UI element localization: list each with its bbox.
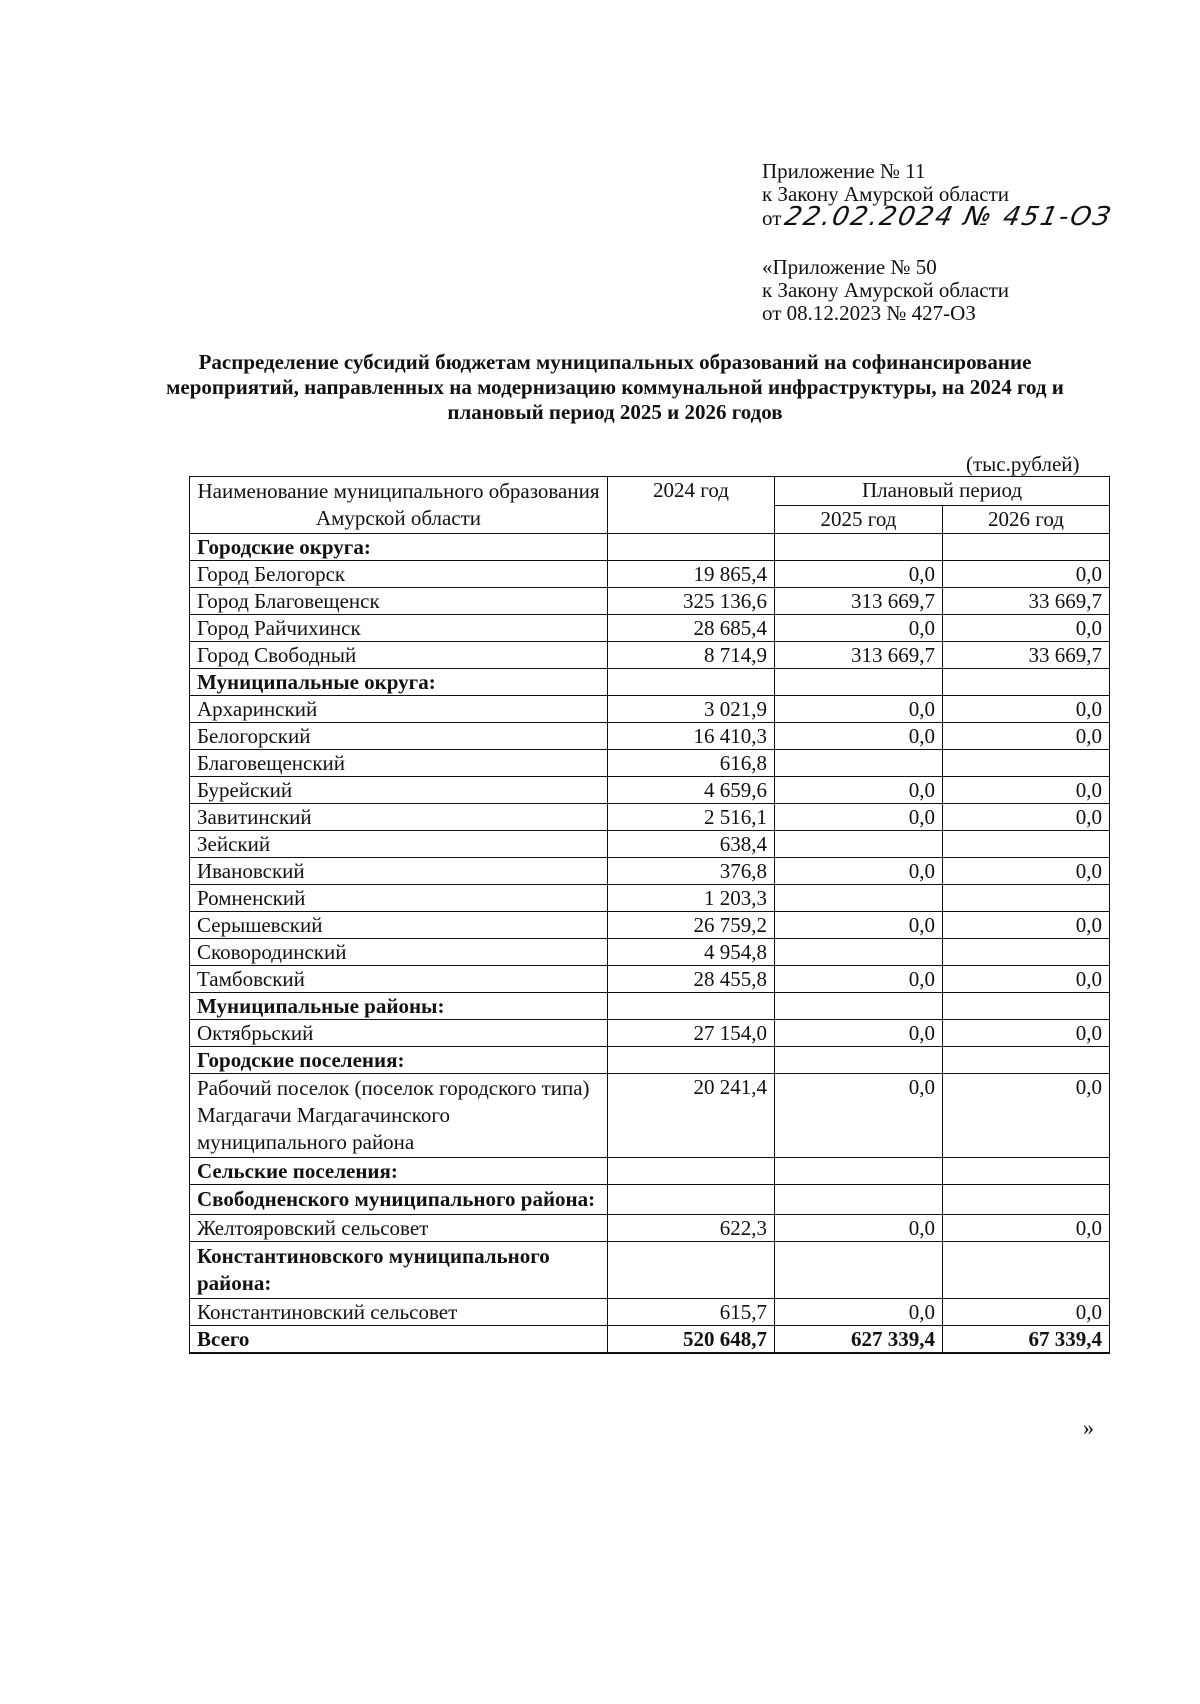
cell-name: Муниципальные округа: bbox=[190, 669, 608, 696]
cell-2024: 8 714,9 bbox=[608, 642, 775, 669]
appendix-11-date-line bbox=[762, 202, 1116, 232]
cell-2024: 4 659,6 bbox=[608, 777, 775, 804]
table-row bbox=[190, 1074, 1110, 1158]
closing-quote: » bbox=[1083, 1415, 1094, 1440]
cell-2024 bbox=[608, 534, 775, 561]
cell-2026: 0,0 bbox=[943, 1074, 1110, 1158]
cell-2025: 0,0 bbox=[775, 912, 943, 939]
cell-name: Городские поселения: bbox=[190, 1047, 608, 1074]
cell-2024: 638,4 bbox=[608, 831, 775, 858]
cell-name: Константиновского муниципального района: bbox=[190, 1242, 608, 1299]
cell-name: Благовещенский bbox=[190, 750, 608, 777]
cell-2025 bbox=[775, 993, 943, 1020]
cell-2024: 325 136,6 bbox=[608, 588, 775, 615]
cell-2024: 27 154,0 bbox=[608, 1020, 775, 1047]
cell-2026: 0,0 bbox=[943, 858, 1110, 885]
cell-2025 bbox=[775, 1158, 943, 1185]
cell-2025 bbox=[775, 1185, 943, 1215]
cell-2024: 26 759,2 bbox=[608, 912, 775, 939]
cell-2025 bbox=[775, 831, 943, 858]
cell-2024: 19 865,4 bbox=[608, 561, 775, 588]
table-row bbox=[190, 1215, 1110, 1242]
header-2024: 2024 год bbox=[608, 477, 775, 534]
cell-name: Сельские поселения: bbox=[190, 1158, 608, 1185]
table-group-row bbox=[190, 1047, 1110, 1074]
appendix-11-number: Приложение № 11 bbox=[762, 159, 926, 183]
cell-2025: 0,0 bbox=[775, 777, 943, 804]
cell-name: Ивановский bbox=[190, 858, 608, 885]
appendix-50-block bbox=[762, 256, 1009, 325]
cell-name: Серышевский bbox=[190, 912, 608, 939]
table-row bbox=[190, 858, 1110, 885]
cell-2024 bbox=[608, 1158, 775, 1185]
cell-name: Город Райчихинск bbox=[190, 615, 608, 642]
table-header-row bbox=[190, 477, 1110, 506]
cell-name: Зейский bbox=[190, 831, 608, 858]
cell-name: Бурейский bbox=[190, 777, 608, 804]
cell-2026: 0,0 bbox=[943, 561, 1110, 588]
cell-name: Сковородинский bbox=[190, 939, 608, 966]
cell-2025 bbox=[775, 534, 943, 561]
cell-2025 bbox=[775, 669, 943, 696]
header-2025: 2025 год bbox=[775, 505, 943, 534]
cell-name: Муниципальные районы: bbox=[190, 993, 608, 1020]
header-planned-period: Плановый период bbox=[775, 477, 1110, 506]
cell-name: Город Свободный bbox=[190, 642, 608, 669]
cell-2025: 313 669,7 bbox=[775, 588, 943, 615]
cell-2025 bbox=[775, 1047, 943, 1074]
table-row bbox=[190, 696, 1110, 723]
cell-name: Белогорский bbox=[190, 723, 608, 750]
total-2024: 520 648,7 bbox=[608, 1326, 775, 1354]
cell-2026 bbox=[943, 993, 1110, 1020]
table-row bbox=[190, 777, 1110, 804]
cell-name: Желтояровский сельсовет bbox=[190, 1215, 608, 1242]
cell-2026: 0,0 bbox=[943, 615, 1110, 642]
table-row bbox=[190, 831, 1110, 858]
cell-2026: 0,0 bbox=[943, 723, 1110, 750]
cell-2026: 0,0 bbox=[943, 912, 1110, 939]
table-row bbox=[190, 966, 1110, 993]
appendix-11-date-prefix: от bbox=[762, 206, 782, 230]
cell-name: Свободненского муниципального района: bbox=[190, 1185, 608, 1215]
cell-2024 bbox=[608, 1242, 775, 1299]
table-group-row bbox=[190, 534, 1110, 561]
table-row bbox=[190, 750, 1110, 777]
appendix-11-law: к Закону Амурской области bbox=[762, 182, 1010, 206]
cell-2024 bbox=[608, 1185, 775, 1215]
table-group-row bbox=[190, 1242, 1110, 1299]
cell-2024: 1 203,3 bbox=[608, 885, 775, 912]
cell-2024: 615,7 bbox=[608, 1299, 775, 1326]
cell-name: Город Благовещенск bbox=[190, 588, 608, 615]
cell-2024: 622,3 bbox=[608, 1215, 775, 1242]
cell-2024: 28 685,4 bbox=[608, 615, 775, 642]
cell-2024: 28 455,8 bbox=[608, 966, 775, 993]
table-row bbox=[190, 1299, 1110, 1326]
cell-2025: 0,0 bbox=[775, 858, 943, 885]
units-label: (тыс.рублей) bbox=[966, 452, 1080, 476]
cell-name: Ромненский bbox=[190, 885, 608, 912]
table-row bbox=[190, 723, 1110, 750]
cell-2026: 0,0 bbox=[943, 1020, 1110, 1047]
cell-name: Завитинский bbox=[190, 804, 608, 831]
cell-2026 bbox=[943, 750, 1110, 777]
cell-name: Октябрьский bbox=[190, 1020, 608, 1047]
cell-2026: 33 669,7 bbox=[943, 588, 1110, 615]
cell-2026 bbox=[943, 1185, 1110, 1215]
cell-name: Архаринский bbox=[190, 696, 608, 723]
cell-2025: 0,0 bbox=[775, 1215, 943, 1242]
cell-2025: 0,0 bbox=[775, 561, 943, 588]
cell-2026 bbox=[943, 831, 1110, 858]
appendix-50-number: «Приложение № 50 bbox=[762, 255, 937, 279]
cell-2024 bbox=[608, 1047, 775, 1074]
cell-2024: 3 021,9 bbox=[608, 696, 775, 723]
appendix-50-date: от 08.12.2023 № 427-ОЗ bbox=[762, 301, 976, 325]
table-total-row bbox=[190, 1326, 1110, 1354]
appendix-50-law: к Закону Амурской области bbox=[762, 278, 1010, 302]
cell-2025: 0,0 bbox=[775, 1074, 943, 1158]
cell-2026 bbox=[943, 1242, 1110, 1299]
cell-2026 bbox=[943, 1158, 1110, 1185]
cell-2025: 0,0 bbox=[775, 1020, 943, 1047]
table-group-row bbox=[190, 993, 1110, 1020]
table-row bbox=[190, 561, 1110, 588]
cell-2025: 313 669,7 bbox=[775, 642, 943, 669]
cell-name: Город Белогорск bbox=[190, 561, 608, 588]
table-row bbox=[190, 1020, 1110, 1047]
table-row bbox=[190, 615, 1110, 642]
cell-2026: 0,0 bbox=[943, 966, 1110, 993]
table-group-row bbox=[190, 1158, 1110, 1185]
cell-2026: 0,0 bbox=[943, 696, 1110, 723]
cell-2024 bbox=[608, 993, 775, 1020]
table-row bbox=[190, 642, 1110, 669]
header-name: Наименование муниципального образования Амурской области bbox=[190, 477, 608, 534]
cell-2025 bbox=[775, 750, 943, 777]
total-label: Всего bbox=[190, 1326, 608, 1354]
cell-2025 bbox=[775, 1242, 943, 1299]
cell-name: Константиновский сельсовет bbox=[190, 1299, 608, 1326]
document-title: Распределение субсидий бюджетам муниципальных образований на софинансирование мероприятий, направленных на модернизацию коммунальной инфраструктуры, на 2024 год и плановый период 2025 и 2026 годов bbox=[166, 350, 1064, 424]
table-group-row bbox=[190, 669, 1110, 696]
cell-2025: 0,0 bbox=[775, 723, 943, 750]
cell-name: Тамбовский bbox=[190, 966, 608, 993]
cell-2025 bbox=[775, 939, 943, 966]
cell-name: Рабочий поселок (поселок городского типа) Магдагачи Магдагачинского муниципального района bbox=[190, 1074, 608, 1158]
cell-name: Городские округа: bbox=[190, 534, 608, 561]
cell-2024: 16 410,3 bbox=[608, 723, 775, 750]
cell-2026: 33 669,7 bbox=[943, 642, 1110, 669]
total-2026: 67 339,4 bbox=[943, 1326, 1110, 1354]
cell-2025: 0,0 bbox=[775, 696, 943, 723]
cell-2025: 0,0 bbox=[775, 966, 943, 993]
cell-2026: 0,0 bbox=[943, 1215, 1110, 1242]
cell-2026 bbox=[943, 939, 1110, 966]
table-row bbox=[190, 588, 1110, 615]
cell-2026 bbox=[943, 1047, 1110, 1074]
table-group-row bbox=[190, 1185, 1110, 1215]
cell-2025: 0,0 bbox=[775, 804, 943, 831]
appendix-11-block bbox=[762, 159, 1116, 232]
table-row bbox=[190, 912, 1110, 939]
table-row bbox=[190, 939, 1110, 966]
cell-2024: 4 954,8 bbox=[608, 939, 775, 966]
cell-2025 bbox=[775, 885, 943, 912]
table-row bbox=[190, 885, 1110, 912]
header-2026: 2026 год bbox=[943, 505, 1110, 534]
cell-2026: 0,0 bbox=[943, 1299, 1110, 1326]
cell-2026: 0,0 bbox=[943, 777, 1110, 804]
cell-2025: 0,0 bbox=[775, 1299, 943, 1326]
cell-2024 bbox=[608, 669, 775, 696]
total-2025: 627 339,4 bbox=[775, 1326, 943, 1354]
cell-2026 bbox=[943, 534, 1110, 561]
cell-2024: 616,8 bbox=[608, 750, 775, 777]
cell-2024: 2 516,1 bbox=[608, 804, 775, 831]
cell-2026 bbox=[943, 669, 1110, 696]
cell-2026: 0,0 bbox=[943, 804, 1110, 831]
cell-2026 bbox=[943, 885, 1110, 912]
cell-2024: 376,8 bbox=[608, 858, 775, 885]
cell-2024: 20 241,4 bbox=[608, 1074, 775, 1158]
cell-2025: 0,0 bbox=[775, 615, 943, 642]
table-row bbox=[190, 804, 1110, 831]
subsidy-table bbox=[189, 476, 1110, 1354]
handwritten-date-number: 22.02.2024 № 451-ОЗ bbox=[782, 202, 1116, 232]
